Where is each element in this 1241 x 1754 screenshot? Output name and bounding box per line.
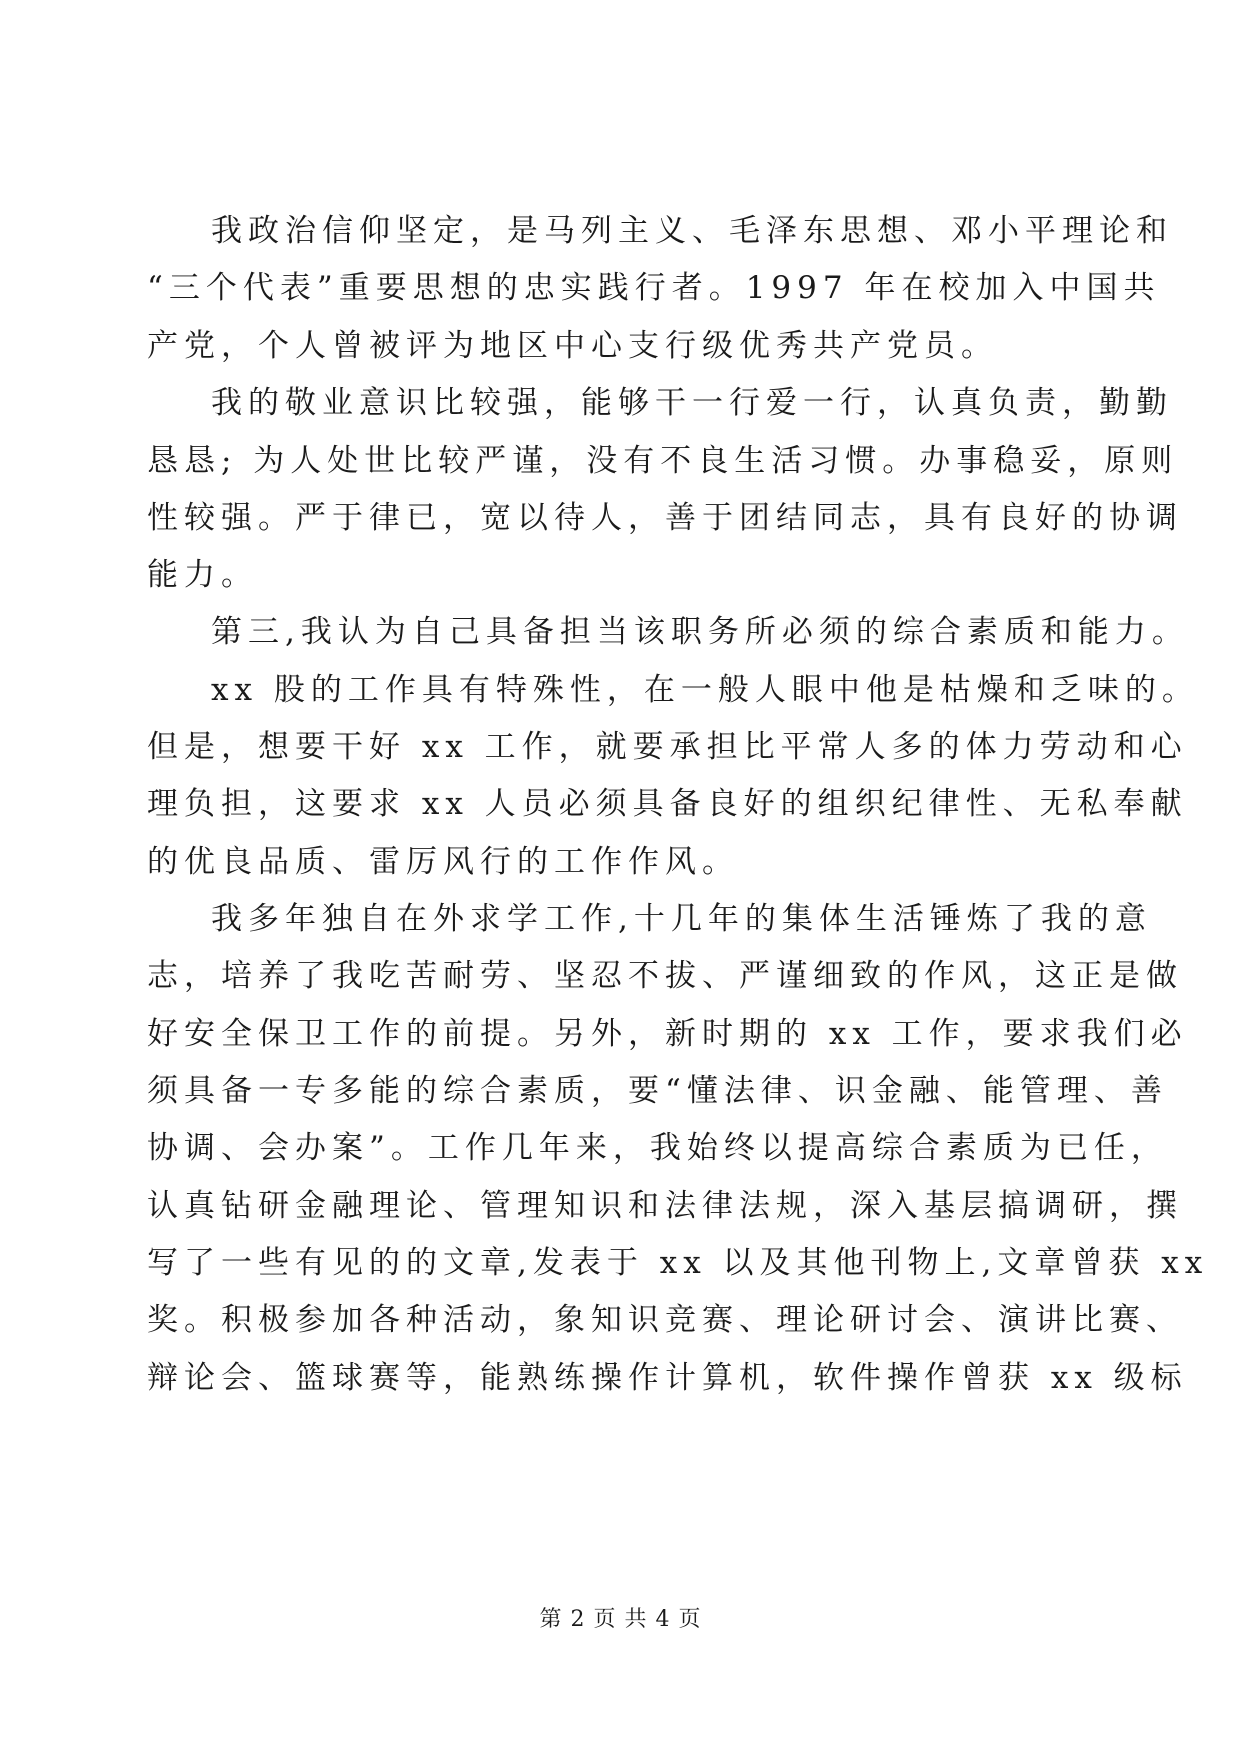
text-line: 我政治信仰坚定，是马列主义、毛泽东思想、邓小平理论和 (211, 213, 1173, 249)
text-line: “三个代表”重要思想的忠实践行者。1997 年在校加入中国共 (147, 270, 1161, 306)
text-line: 认真钻研金融理论、管理知识和法律法规，深入基层搞调研，撰 (147, 1188, 1183, 1224)
text-line: 理负担，这要求 xx 人员必须具备良好的组织纪律性、无私奉献 (147, 786, 1188, 822)
text-line: 志，培养了我吃苦耐劳、坚忍不拔、严谨细致的作风，这正是做 (147, 958, 1183, 994)
text-line: 性较强。严于律已，宽以待人，善于团结同志，具有良好的协调 (147, 500, 1183, 536)
text-line: 恳恳; 为人处世比较严谨，没有不良生活习惯。办事稳妥，原则 (147, 443, 1179, 479)
text-line: 能力。 (147, 557, 258, 593)
text-line: 协调、会办案”。工作几年来，我始终以提高综合素质为已任， (147, 1130, 1168, 1166)
text-line: 但是，想要干好 xx 工作，就要承担比平常人多的体力劳动和心 (147, 729, 1188, 765)
text-line: 产党，个人曾被评为地区中心支行级优秀共产党员。 (147, 328, 998, 364)
text-line: 辩论会、篮球赛等，能熟练操作计算机，软件操作曾获 xx 级标 (147, 1360, 1188, 1396)
text-line: 我多年独自在外求学工作,十几年的集体生活锤炼了我的意 (211, 901, 1152, 937)
text-line: 奖。积极参加各种活动，象知识竞赛、理论研讨会、演讲比赛、 (147, 1302, 1183, 1338)
text-line: 好安全保卫工作的前提。另外，新时期的 xx 工作，要求我们必 (147, 1016, 1188, 1052)
text-line: 写了一些有见的的文章,发表于 xx 以及其他刊物上,文章曾获 xx (147, 1245, 1209, 1281)
page-number-footer: 第 2 页 共 4 页 (539, 1607, 702, 1632)
text-line: 的优良品质、雷厉风行的工作作风。 (147, 844, 739, 880)
text-line: xx 股的工作具有特殊性，在一般人眼中他是枯燥和乏味的。 (211, 672, 1199, 708)
text-line: 第三,我认为自己具备担当该职务所必须的综合素质和能力。 (211, 614, 1189, 650)
text-line: 我的敬业意识比较强，能够干一行爱一行，认真负责，勤勤 (211, 385, 1173, 421)
text-line: 须具备一专多能的综合素质，要“懂法律、识金融、能管理、善 (147, 1073, 1168, 1109)
